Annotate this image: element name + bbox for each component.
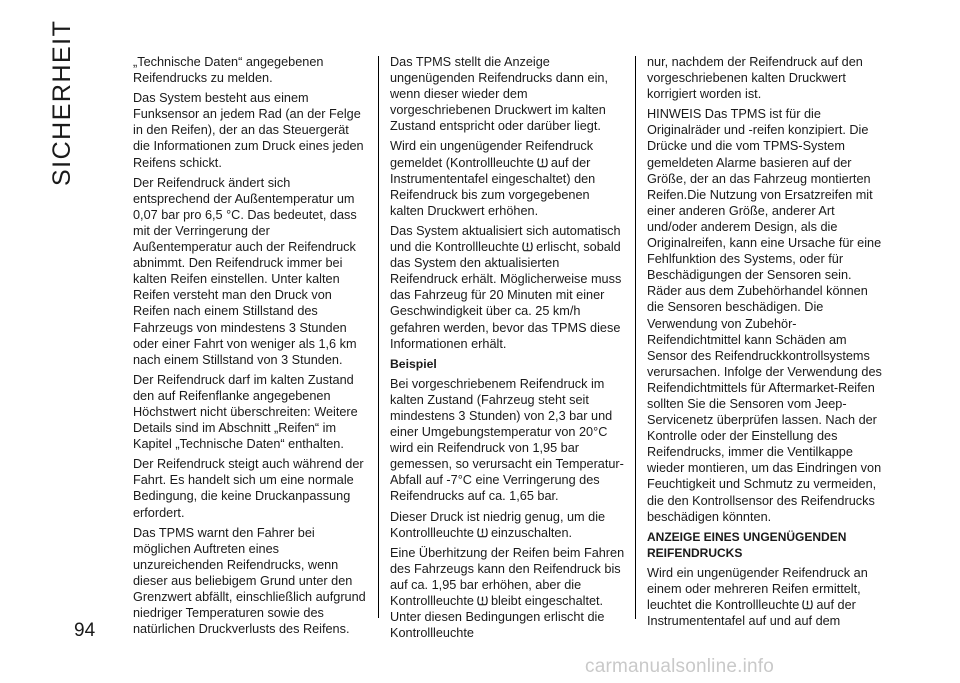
text-segment: Wird ein ungenügender Reifendruck gemeldet (Kontrollleuchte: [390, 139, 594, 170]
tire-pressure-warning-icon: [521, 240, 534, 253]
tire-pressure-warning-icon: [476, 526, 489, 539]
paragraph: [647, 565, 884, 629]
text-segment: bleibt eingeschaltet. Unter diesen Bedingungen erlischt die Kontrollleuchte: [390, 594, 605, 641]
section-heading: ANZEIGE EINES UNGENÜGENDEN REIFENDRUCKS: [647, 529, 847, 560]
note-paragraph: HINWEIS Das TPMS ist für die Originalräder und -reifen konzipiert. Die Drücke und die vom TPMS-System gemeldeten Alarme basieren auf der Größe, der an das Fahrzeug montierten Reifen.Die Nutzung von Ersatzreifen mit einer anderen Größe, anderer Art und/oder anderem Design, als die Originalreifen, kann eine Ursache für eine Fehlfunktion des Systems, oder für Beschädigungen der Sensoren sein. Räder aus dem Zubehörhandel können die Sensoren beschädigen. Die Verwendung von Zubehör-Reifendichtmittel kann Schäden am Sensor des Reifendruckkontrollsystems verursachen. Infolge der Verwendung des Reifendichtmittels für Aftermarket-Reifen sollten Sie die Sensoren vom Jeep-Servicenetz überprüfen lassen. Nach der Kontrolle oder der Einstellung des Reifendrucks, immer die Ventilkappe wieder montieren, um das Eindringen von Feuchtigkeit und Schmutz zu vermeiden, die den Kontrollsensor des Reifendrucks beschädigen könnten.: [647, 107, 882, 524]
text-segment: einzuschalten.: [490, 525, 573, 540]
text-segment: Dieser Druck ist niedrig genug, um die Kontrollleuchte: [390, 509, 606, 540]
tire-pressure-warning-icon: [801, 598, 814, 611]
paragraph: [390, 223, 625, 352]
paragraph: nur, nachdem der Reifendruck auf den vorgeschriebenen kalten Druckwert korrigiert worden ist.: [647, 55, 863, 102]
paragraph: Bei vorgeschriebenem Reifendruck im kalten Zustand (Fahrzeug steht seit mindestens 3 Stunden) von 2,3 bar und einer Umgebungstemperatur von 20°C wird ein Reifendruck von 1,95 bar gemessen, so verursacht ein Temperatur-Abfall auf -7°C eine Verringerung des Reifendrucks auf ca. 1,65 bar.: [390, 376, 624, 504]
text-segment: auf der Instrumententafel eingeschaltet) den Reifendruck bis zum vorgegebenen kalten Druckwert erhöhen.: [390, 155, 596, 218]
paragraph: [390, 545, 625, 642]
text-column-2: [390, 54, 625, 645]
tire-pressure-warning-icon: [536, 156, 549, 169]
column-divider: [378, 56, 379, 618]
tire-pressure-warning-icon: [476, 594, 489, 607]
text-column-1: [133, 54, 369, 641]
paragraph: Das System besteht aus einem Funksensor an jedem Rad (an der Felge in den Reifen), der an das Steuergerät die Informationen zum Druck eines jeden Reifens schickt.: [133, 91, 364, 170]
column-divider: [635, 56, 636, 619]
paragraph: „Technische Daten“ angegebenen Reifendrucks zu melden.: [133, 55, 324, 86]
example-heading: Beispiel: [390, 356, 437, 371]
section-title: SICHERHEIT: [48, 19, 76, 186]
paragraph: Der Reifendruck ändert sich entsprechend der Außentemperatur um 0,07 bar pro 6,5 °C. Das bedeutet, dass mit der Verringerung der Außentemperatur auch der Reifendruck abnimmt. Den Reifendruck immer bei kalten Reifen einstellen. Unter kalten Reifen versteht man den Druck von Reifen nach einem Stillstand des Fahrzeugs von mindestens 3 Stunden oder einer Fahrt von weniger als 1,6 km nach einem Stillstand von 3 Stunden.: [133, 175, 357, 367]
paragraph: Der Reifendruck darf im kalten Zustand den auf Reifenflanke angegebenen Höchstwert nicht überschreiten: Weitere Details sind im Abschnitt „Reifen“ im Kapitel „Technische Daten“ enthalten.: [133, 372, 358, 452]
text-column-3: [647, 54, 884, 633]
watermark: carmanualsonline.info: [585, 656, 775, 677]
text-segment: erlischt, sobald das System den aktualisierten Reifendruck erhält. Möglicherweise muss das Fahrzeug für 20 Minuten mit einer Geschwindigkeit über ca. 25 km/h gefahren werden, bevor das TPMS diese Informationen erhält.: [390, 240, 622, 351]
paragraph: Das TPMS warnt den Fahrer bei möglichen Auftreten eines unzureichenden Reifendrucks, wenn dieser aus beliebigem Grund unter den Grenzwert abfällt, einschließlich aufgrund niedriger Temperaturen sowie des natürlichen Druckverlusts des Reifens.: [133, 525, 366, 637]
paragraph: Das TPMS stellt die Anzeige ungenügenden Reifendrucks dann ein, wenn dieser wieder dem vorgeschriebenen Druckwert im kalten Zustand entspricht oder darüber liegt.: [390, 55, 608, 134]
paragraph: [390, 509, 625, 541]
text-segment: auf der Instrumententafel auf und auf dem: [647, 598, 856, 629]
page-number: 94: [74, 620, 96, 641]
text-segment: Wird ein ungenügender Reifendruck an einem oder mehreren Reifen ermittelt, leuchtet die Kontrollleuchte: [647, 565, 868, 613]
paragraph: [390, 138, 625, 218]
paragraph: Der Reifendruck steigt auch während der Fahrt. Es handelt sich um eine normale Bedingung, die keine Druckanpassung erfordert.: [133, 457, 364, 520]
text-segment: Eine Überhitzung der Reifen beim Fahren des Fahrzeugs kann den Reifendruck bis auf ca. 1,95 bar erhöhen, aber die Kontrollleuchte: [390, 545, 625, 608]
text-segment: Das System aktualisiert sich automatisch und die Kontrollleuchte: [390, 223, 621, 255]
